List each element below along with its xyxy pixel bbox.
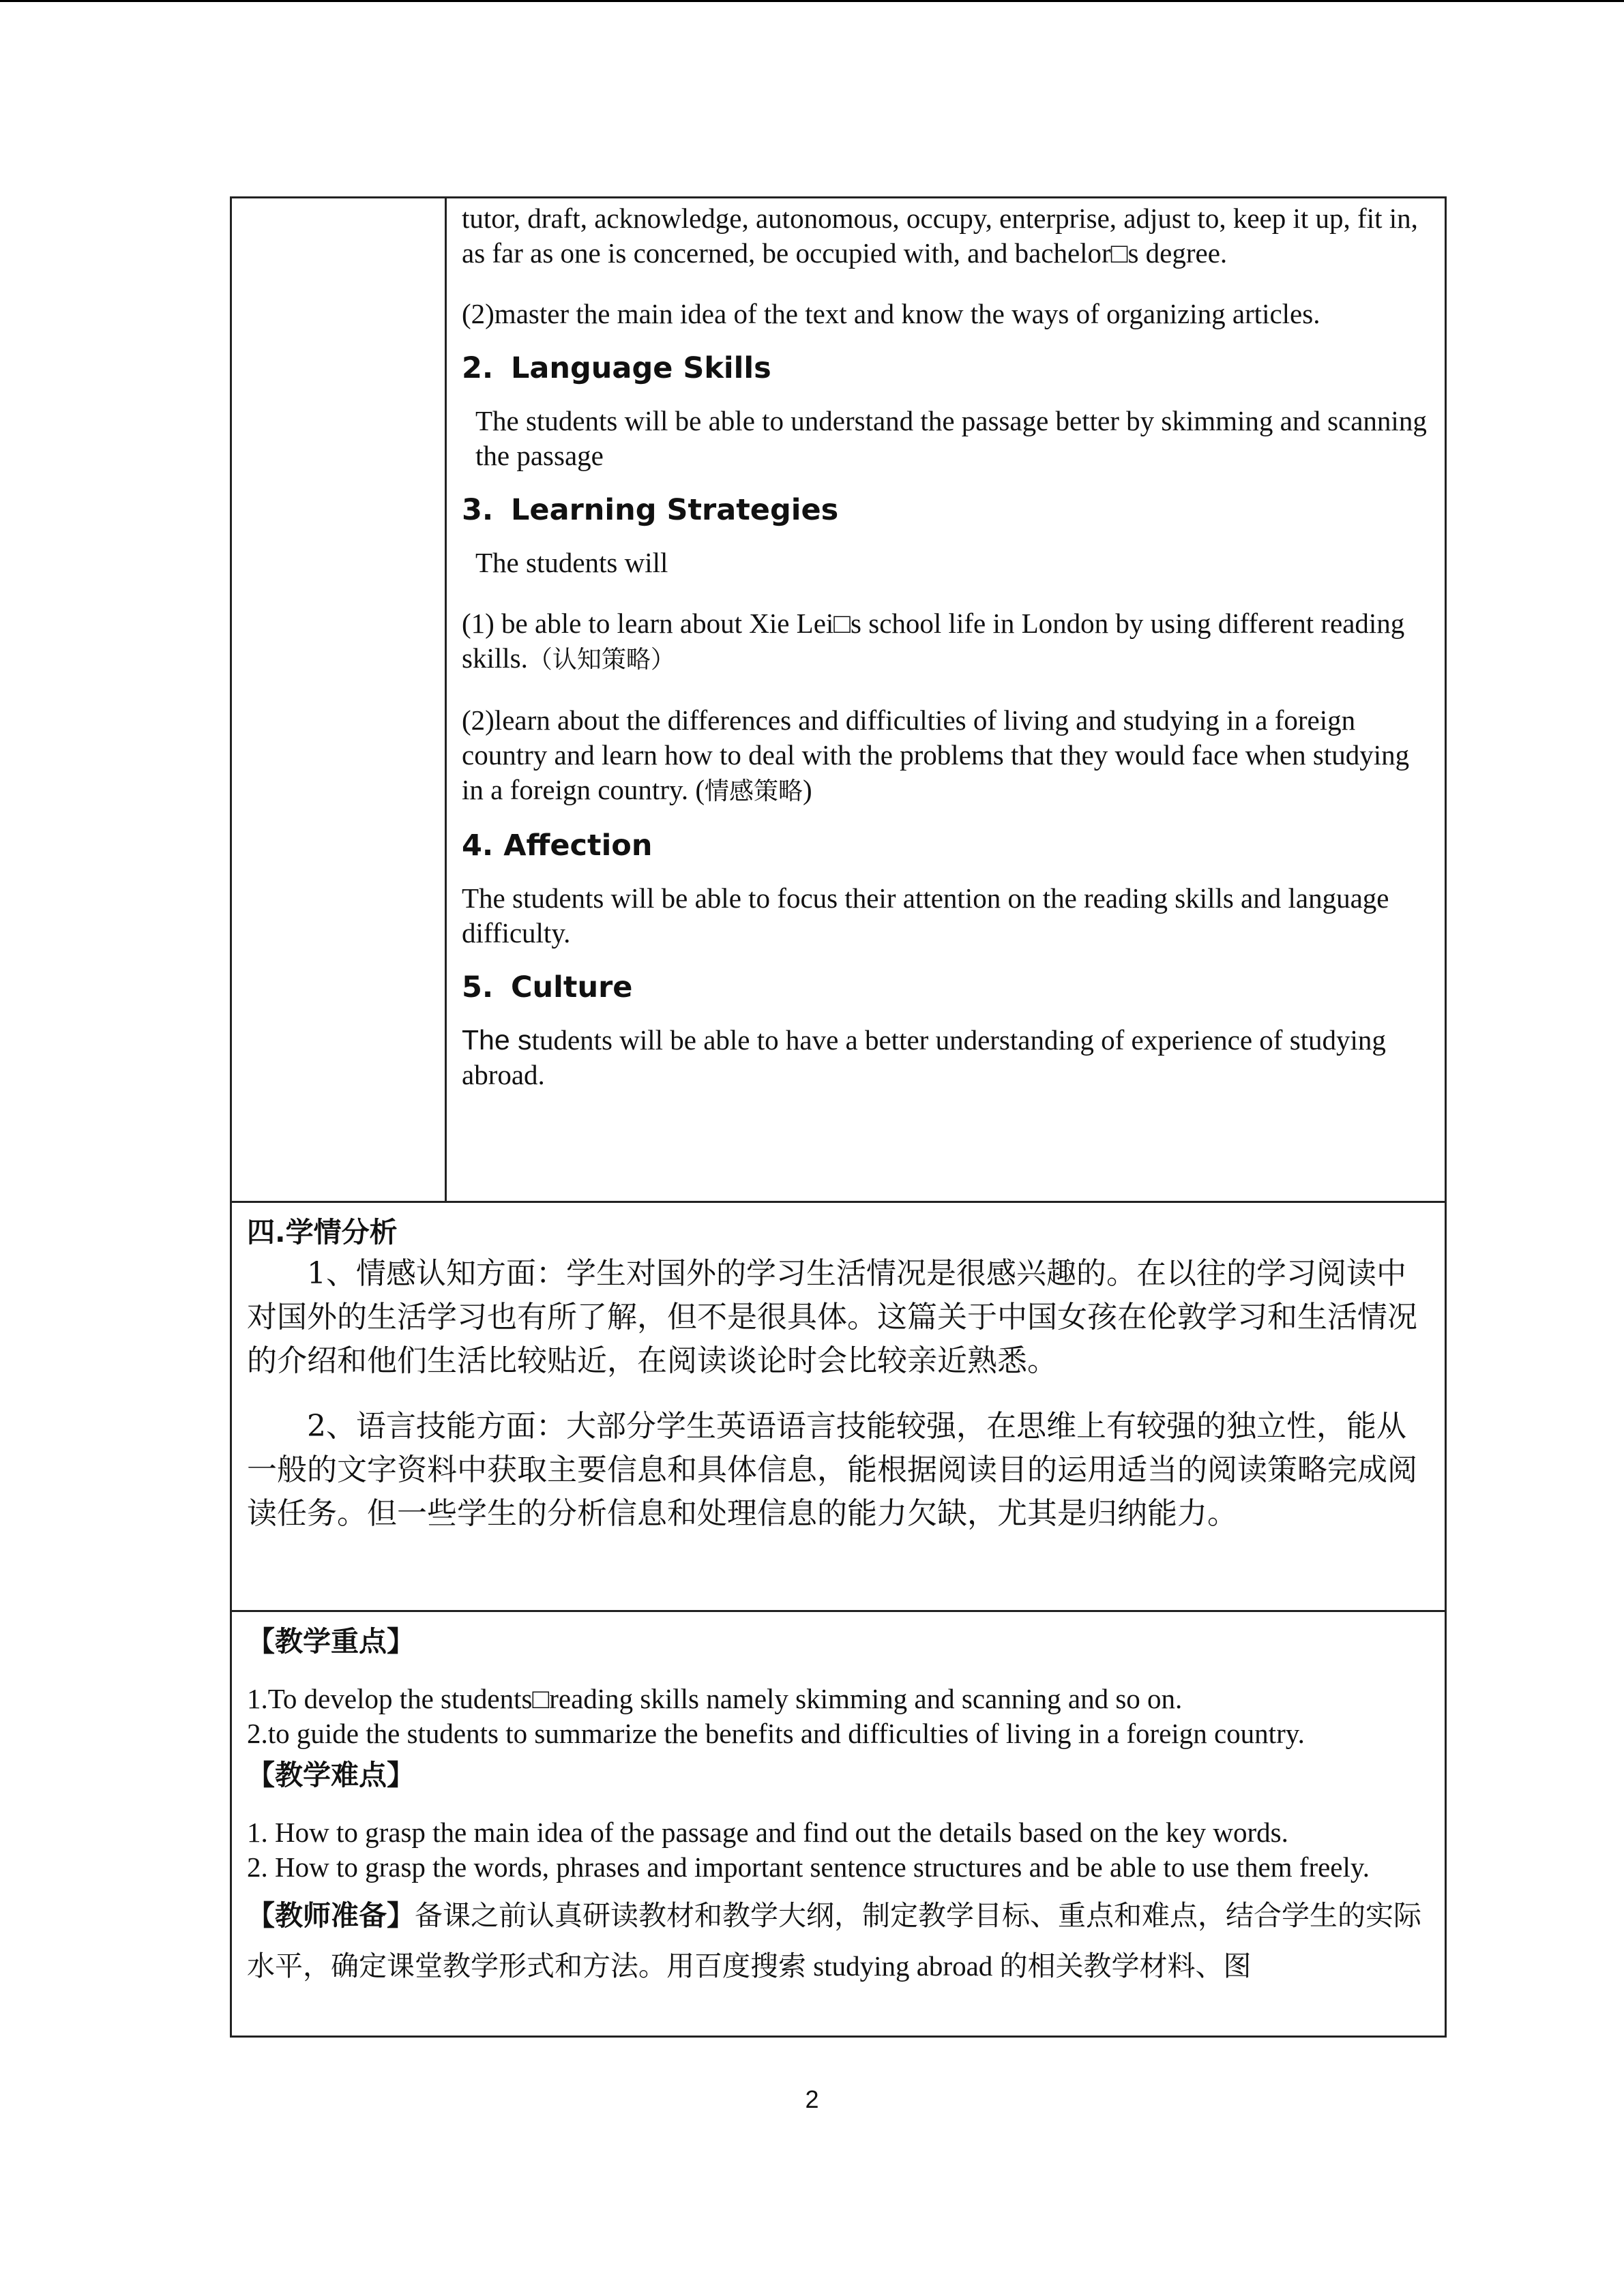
- analysis-paragraph-2: 2、语言技能方面：大部分学生英语语言技能较强，在思维上有较强的独立性，能从一般的文字资料中获取主要信息和具体信息，能根据阅读目的运用适当的阅读策略完成阅读任务。但一些学生的分析信息和处理信息的能力欠缺，尤其是归纳能力。: [247, 1409, 1417, 1531]
- language-skills-text: The students will be able to understand the passage better by skimming and scanning the passage: [475, 405, 1427, 471]
- analysis-paragraph-1: 1、情感认知方面：学生对国外的学习生活情况是很感兴趣的。在以往的学习阅读中对国外的生活学习也有所了解，但不是很具体。这篇关于中国女孩在伦敦学习和生活情况的介绍和他们生活比较贴近，在阅读谈论时会比较亲近熟悉。: [247, 1256, 1417, 1378]
- learning-strategies-intro: The students will: [475, 547, 668, 578]
- analysis-row: [232, 1203, 1445, 1612]
- language-skills-heading: 2. Language Skills: [462, 351, 771, 385]
- affection-text: The students will be able to focus their attention on the reading skills and language difficulty.: [462, 882, 1389, 949]
- key-point-2: 2.to guide the students to summarize the benefits and difficulties of living in a foreign country.: [247, 1718, 1305, 1749]
- key-point-1: 1.To develop the students□reading skills namely skimming and scanning and so on.: [247, 1683, 1183, 1714]
- difficulties-title: 【教学难点】: [247, 1759, 415, 1791]
- objectives-row: [232, 198, 1445, 1203]
- teacher-prep-title: 【教师准备】: [247, 1899, 415, 1932]
- focus-row: [232, 1612, 1445, 2038]
- affection-heading: 4. Affection: [462, 829, 653, 863]
- culture-heading: 5. Culture: [462, 970, 633, 1004]
- key-points-title: 【教学重点】: [247, 1625, 415, 1658]
- lesson-plan-table: [230, 196, 1447, 2038]
- page-number: 2: [805, 2085, 819, 2113]
- analysis-content: [247, 1212, 1427, 1557]
- objectives-label-cell: [232, 198, 447, 1201]
- objectives-content: [462, 201, 1430, 1092]
- difficulty-1: 1. How to grasp the main idea of the passage and find out the details based on the key words.: [247, 1817, 1288, 1848]
- focus-content: [247, 1622, 1427, 1991]
- objective-item-2: (2)master the main idea of the text and know the ways of organizing articles.: [462, 298, 1320, 329]
- strategy-1: (1) be able to learn about Xie Lei□s school life in London by using different reading skills.（认知策略）: [462, 608, 1405, 674]
- analysis-title: 四.学情分析: [247, 1216, 398, 1249]
- vocab-line: tutor, draft, acknowledge, autonomous, occupy, enterprise, adjust to, keep it up, fit in, as far as one is concerned, be occupied with, and bachelor□s degree.: [462, 203, 1418, 269]
- top-border: [0, 0, 1624, 2]
- strategy-2: (2)learn about the differences and difficulties of living and studying in a foreign country and learn how to deal with the problems that they would face when studying in a foreign country. (情感策略): [462, 704, 1410, 805]
- culture-text: The students will be able to have a better understanding of experience of studying abroad.: [462, 1024, 1386, 1090]
- difficulty-2: 2. How to grasp the words, phrases and important sentence structures and be able to use them freely.: [247, 1851, 1370, 1883]
- learning-strategies-heading: 3. Learning Strategies: [462, 493, 839, 527]
- teacher-prep: 【教师准备】备课之前认真研读教材和教学大纲，制定教学目标、重点和难点，结合学生的实际水平，确定课堂教学形式和方法。用百度搜索 studying abroad 的相关教学材料、图: [247, 1899, 1421, 1982]
